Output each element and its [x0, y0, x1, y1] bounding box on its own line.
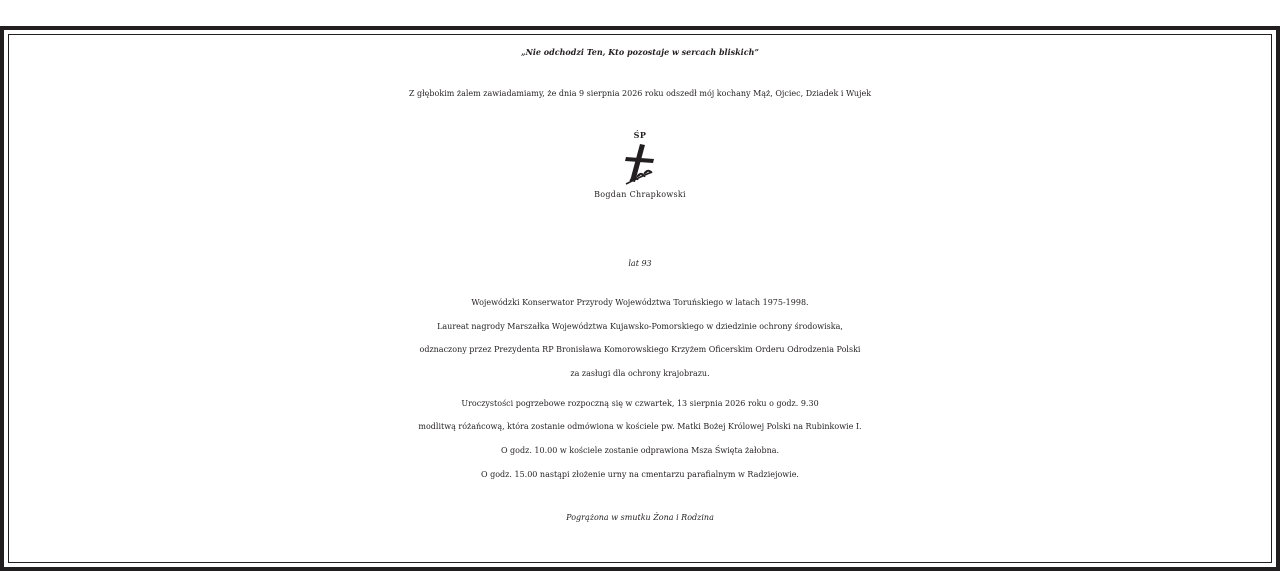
deceased-age: lat 93: [628, 259, 652, 268]
deceased-name: Bogdan Chrapkowski: [594, 190, 686, 199]
cross-with-palm-icon: [618, 142, 662, 188]
bio-line: Wojewódzki Konserwator Przyrody Województwa Toruńskiego w latach 1975-1998.: [471, 298, 809, 307]
funeral-line: modlitwą różańcową, która zostanie odmówiona w kościele pw. Matki Bożej Królowej Polski na Rubinkowie I.: [418, 422, 862, 431]
funeral-line: Uroczystości pogrzebowe rozpoczną się w czwartek, 13 sierpnia 2026 roku o godz. 9.30: [461, 399, 819, 408]
sp-label: ŚP: [633, 130, 647, 140]
motto: „Nie odchodzi Ten, Kto pozostaje w sercach bliskich”: [520, 47, 760, 57]
bio-line: za zasługi dla ochrony krajobrazu.: [570, 369, 710, 378]
funeral-line: O godz. 15.00 nastąpi złożenie urny na cmentarzu parafialnym w Radziejowie.: [481, 470, 799, 479]
announcement: Z głębokim żalem zawiadamiamy, że dnia 9 sierpnia 2026 roku odszedł mój kochany Mąż, Ojciec, Dziadek i Wujek: [408, 89, 872, 98]
bio-line: odznaczony przez Prezydenta RP Bronisława Komorowskiego Krzyżem Oficerskim Orderu Odrodzenia Polski: [419, 345, 861, 354]
bio-line: Laureat nagrody Marszałka Województwa Kujawsko-Pomorskiego w dziedzinie ochrony środowiska,: [437, 322, 843, 331]
signature: Pogrążona w smutku Żona i Rodzina: [566, 513, 714, 522]
funeral-line: O godz. 10.00 w kościele zostanie odprawiona Msza Święta żałobna.: [500, 446, 780, 455]
